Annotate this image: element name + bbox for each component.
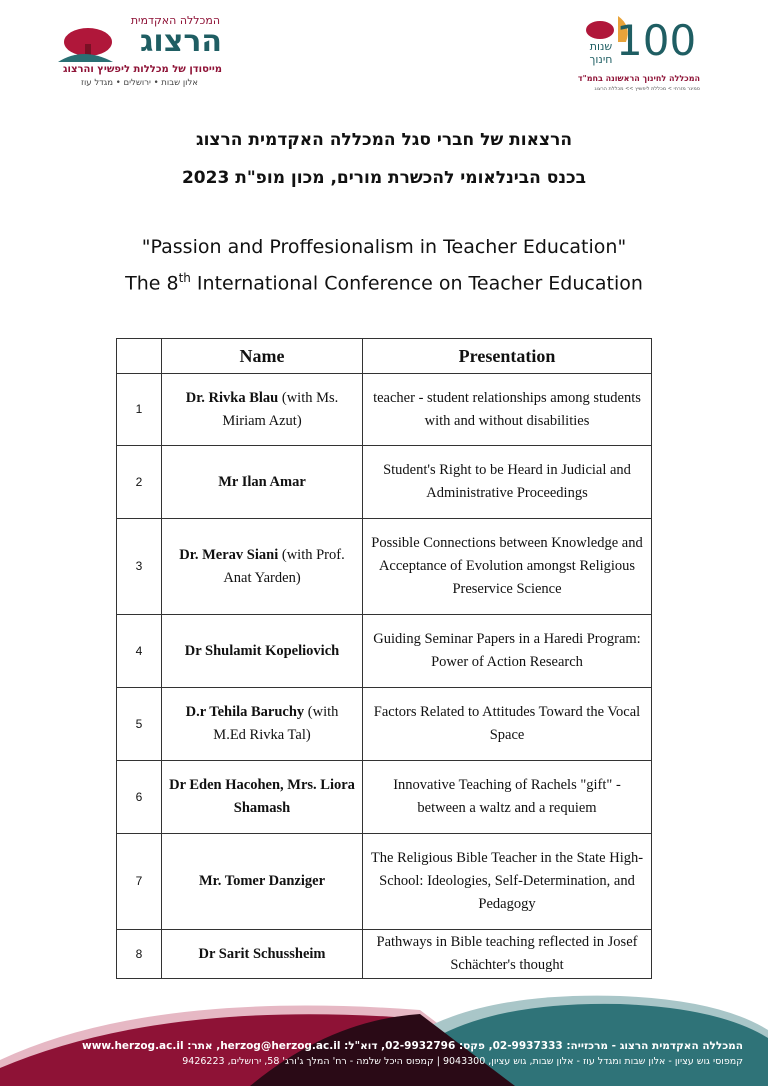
herzog-college-logo bbox=[58, 14, 226, 94]
logo-words: שנות חינוך bbox=[589, 40, 613, 66]
100-years-logo bbox=[577, 12, 704, 96]
footer-address: קמפוסי גוש עציון - אלון שבות ומגדל עוז - אלון שבות, גוש עציון, 9043300 | קמפוס היכל שלמה - רח' המלך ג'ורג' 58, ירושלים, 9426223 bbox=[182, 1056, 743, 1067]
table-row bbox=[117, 761, 652, 834]
table-row bbox=[117, 446, 652, 519]
logo-top-text: המכללה האקדמית bbox=[130, 14, 220, 27]
presenter-name: Mr. Tomer Danziger bbox=[162, 834, 363, 930]
hebrew-title-line1: הרצאות של חברי סגל המכללה האקדמית הרצוג bbox=[195, 130, 573, 150]
logo-tagline: מייסודן של מכללות ליפשיץ והרצוג bbox=[63, 64, 222, 75]
row-number: 2 bbox=[117, 446, 162, 519]
row-number: 5 bbox=[117, 688, 162, 761]
table-row bbox=[117, 834, 652, 930]
hebrew-title-line2: בכנס הבינלאומי להכשרת מורים, מכון מופ"ת 2023 bbox=[181, 168, 587, 188]
header-presentation: Presentation bbox=[363, 339, 652, 374]
row-number: 3 bbox=[117, 519, 162, 615]
footer-contact: המכללה האקדמית הרצוג - מרכזייה: 02-9937333, פקס: 02-9932796, דוא"ל: herzog@herzog.ac.il, אתר: www.herzog.ac.il bbox=[82, 1040, 743, 1052]
presenter-name: Dr. Merav Siani (with Prof. Anat Yarden) bbox=[162, 519, 363, 615]
logo-right-sub: סמינר מזרחי > מכללת ליפשיץ >> מכללת הרצוג bbox=[594, 86, 700, 92]
presentation-title: teacher - student relationships among students with and without disabilities bbox=[363, 374, 652, 446]
presentation-title: The Religious Bible Teacher in the State High-School: Ideologies, Self-Determination, and Pedagogy bbox=[363, 834, 652, 930]
table-row bbox=[117, 930, 652, 979]
logo-right-tagline: המכללה לחינוך הראשונה בחמ"ד bbox=[577, 74, 700, 83]
presentation-title: Possible Connections between Knowledge and Acceptance of Evolution amongst Religious Preservice Science bbox=[363, 519, 652, 615]
english-title-line1: "Passion and Proffesionalism in Teacher Education" bbox=[141, 236, 627, 258]
presenter-name: Dr. Rivka Blau (with Ms. Miriam Azut) bbox=[162, 374, 363, 446]
logo-campuses: אלון שבות • ירושלים • מגדל עוז bbox=[81, 78, 198, 88]
presenter-name: Mr Ilan Amar bbox=[162, 446, 363, 519]
footer bbox=[0, 990, 768, 1086]
presentation-title: Student's Right to be Heard in Judicial and Administrative Proceedings bbox=[363, 446, 652, 519]
table-row bbox=[117, 688, 652, 761]
header-number bbox=[117, 339, 162, 374]
english-title-line2: The 8th International Conference on Teacher Education bbox=[125, 271, 643, 295]
table-row bbox=[117, 374, 652, 446]
presentation-title: Innovative Teaching of Rachels "gift" - between a waltz and a requiem bbox=[363, 761, 652, 834]
table-row bbox=[117, 519, 652, 615]
presentation-title: Pathways in Bible teaching reflected in Josef Schächter's thought bbox=[363, 930, 652, 979]
row-number: 6 bbox=[117, 761, 162, 834]
header-name: Name bbox=[162, 339, 363, 374]
logo-name: הרצוג bbox=[140, 24, 222, 59]
presenter-name: Dr Shulamit Kopeliovich bbox=[162, 615, 363, 688]
presentation-title: Factors Related to Attitudes Toward the Vocal Space bbox=[363, 688, 652, 761]
table-row bbox=[117, 615, 652, 688]
logo-100: 100 bbox=[616, 16, 697, 65]
presenter-name: Dr Sarit Schussheim bbox=[162, 930, 363, 979]
presenter-name: Dr Eden Hacohen, Mrs. Liora Shamash bbox=[162, 761, 363, 834]
presentation-title: Guiding Seminar Papers in a Haredi Program: Power of Action Research bbox=[363, 615, 652, 688]
presentations-table bbox=[116, 338, 652, 979]
row-number: 1 bbox=[117, 374, 162, 446]
row-number: 8 bbox=[117, 930, 162, 979]
row-number: 7 bbox=[117, 834, 162, 930]
presenter-name: D.r Tehila Baruchy (with M.Ed Rivka Tal) bbox=[162, 688, 363, 761]
row-number: 4 bbox=[117, 615, 162, 688]
